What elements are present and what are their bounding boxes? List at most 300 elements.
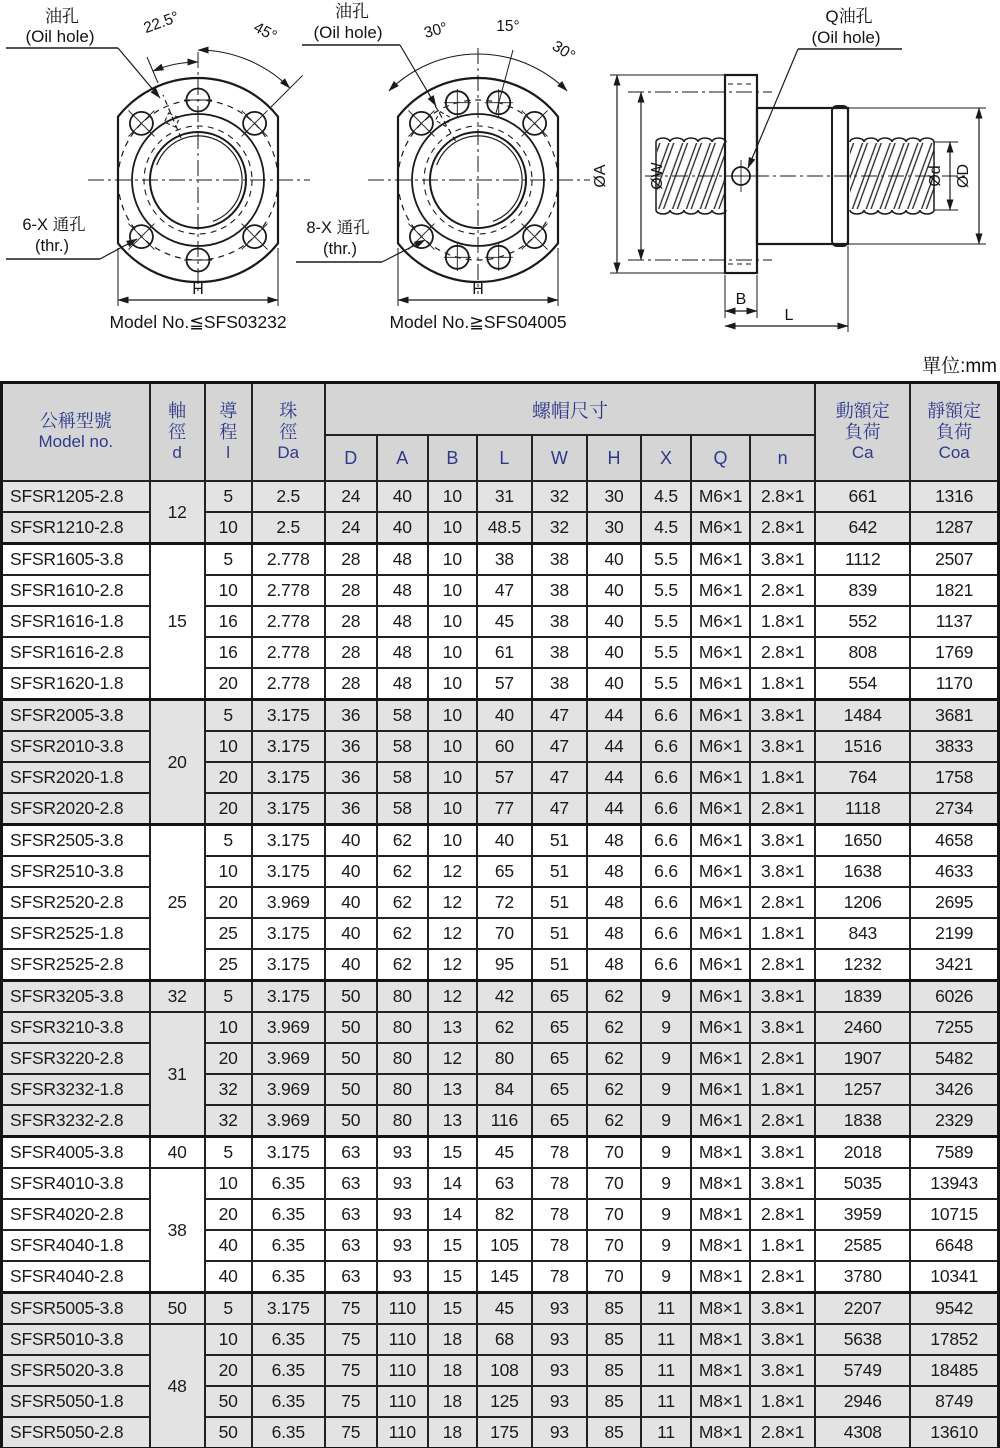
value-cell: 62 xyxy=(377,856,428,887)
value-cell: 16 xyxy=(205,606,252,637)
value-cell: 6.6 xyxy=(641,949,691,981)
value-cell: 1206 xyxy=(815,887,910,918)
value-cell: 2.778 xyxy=(252,575,325,606)
value-cell: 10 xyxy=(428,668,477,700)
value-cell: 48 xyxy=(587,949,641,981)
value-cell: 58 xyxy=(377,762,428,793)
value-cell: M6×1 xyxy=(691,512,750,544)
value-cell: 110 xyxy=(377,1293,428,1325)
value-cell: 2.5 xyxy=(252,481,325,512)
value-cell: 1112 xyxy=(815,544,910,576)
value-cell: 28 xyxy=(325,575,377,606)
value-cell: 10 xyxy=(205,1324,252,1355)
value-cell: 2018 xyxy=(815,1137,910,1169)
value-cell: 1769 xyxy=(910,637,998,668)
oil-hole-label-8-en: (Oil hole) xyxy=(313,23,383,42)
value-cell: 2.8×1 xyxy=(750,1417,815,1448)
table-row xyxy=(2,1293,999,1325)
model-cell: SFSR3232-2.8 xyxy=(2,1105,150,1137)
value-cell: 9 xyxy=(641,1137,691,1169)
value-cell: 3426 xyxy=(910,1074,998,1105)
value-cell: 7589 xyxy=(910,1137,998,1169)
value-cell: 13 xyxy=(428,1105,477,1137)
value-cell: 70 xyxy=(587,1261,641,1293)
value-cell: 84 xyxy=(477,1074,532,1105)
value-cell: 47 xyxy=(532,793,587,825)
value-cell: M6×1 xyxy=(691,949,750,981)
value-cell: 1.8×1 xyxy=(750,762,815,793)
value-cell: 70 xyxy=(587,1137,641,1169)
value-cell: 85 xyxy=(587,1386,641,1417)
value-cell: 5 xyxy=(205,544,252,576)
h-dim-label: H xyxy=(192,281,204,298)
value-cell: 62 xyxy=(587,1074,641,1105)
value-cell: 2329 xyxy=(910,1105,998,1137)
model-cell: SFSR2020-2.8 xyxy=(2,793,150,825)
value-cell: 48 xyxy=(587,856,641,887)
dim-label-b: B xyxy=(735,291,747,308)
value-cell: 6.6 xyxy=(641,731,691,762)
value-cell: 2.8×1 xyxy=(750,1043,815,1074)
value-cell: 2.8×1 xyxy=(750,1261,815,1293)
d-cell: 31 xyxy=(150,1012,205,1137)
value-cell: 9 xyxy=(641,1199,691,1230)
value-cell: 50 xyxy=(325,1043,377,1074)
value-cell: 48 xyxy=(587,918,641,949)
value-cell: 6648 xyxy=(910,1230,998,1261)
value-cell: M8×1 xyxy=(691,1230,750,1261)
value-cell: 10 xyxy=(428,481,477,512)
value-cell: 13 xyxy=(428,1074,477,1105)
value-cell: 5638 xyxy=(815,1324,910,1355)
col-header-B: B xyxy=(428,435,477,481)
value-cell: 62 xyxy=(377,825,428,857)
value-cell: 9 xyxy=(641,1043,691,1074)
value-cell: 2.778 xyxy=(252,637,325,668)
flange6-caption: Model No.≦SFS03232 xyxy=(109,312,287,332)
value-cell: 3.8×1 xyxy=(750,1012,815,1043)
value-cell: 5 xyxy=(205,825,252,857)
value-cell: M8×1 xyxy=(691,1386,750,1417)
value-cell: 40 xyxy=(587,668,641,700)
value-cell: M6×1 xyxy=(691,887,750,918)
value-cell: 3.175 xyxy=(252,825,325,857)
value-cell: 75 xyxy=(325,1324,377,1355)
value-cell: 5 xyxy=(205,1293,252,1325)
value-cell: 10 xyxy=(428,575,477,606)
value-cell: 65 xyxy=(532,1043,587,1074)
value-cell: 20 xyxy=(205,793,252,825)
value-cell: M6×1 xyxy=(691,981,750,1013)
value-cell: 110 xyxy=(377,1386,428,1417)
value-cell: M6×1 xyxy=(691,918,750,949)
model-cell: SFSR2520-2.8 xyxy=(2,887,150,918)
value-cell: 2199 xyxy=(910,918,998,949)
value-cell: 44 xyxy=(587,731,641,762)
value-cell: 80 xyxy=(477,1043,532,1074)
value-cell: 36 xyxy=(325,731,377,762)
value-cell: 28 xyxy=(325,668,377,700)
value-cell: 48 xyxy=(377,606,428,637)
value-cell: 4.5 xyxy=(641,512,691,544)
value-cell: 50 xyxy=(325,1105,377,1137)
value-cell: 3.8×1 xyxy=(750,856,815,887)
value-cell: 40 xyxy=(325,887,377,918)
value-cell: M6×1 xyxy=(691,544,750,576)
value-cell: 47 xyxy=(532,731,587,762)
q-oil-hole-label-en: (Oil hole) xyxy=(811,28,881,47)
value-cell: 93 xyxy=(377,1261,428,1293)
value-cell: 5482 xyxy=(910,1043,998,1074)
value-cell: 48 xyxy=(377,637,428,668)
value-cell: 36 xyxy=(325,762,377,793)
value-cell: 80 xyxy=(377,1043,428,1074)
value-cell: 75 xyxy=(325,1355,377,1386)
value-cell: 12 xyxy=(428,918,477,949)
value-cell: 3421 xyxy=(910,949,998,981)
value-cell: M8×1 xyxy=(691,1261,750,1293)
model-cell: SFSR1616-1.8 xyxy=(2,606,150,637)
value-cell: 6.6 xyxy=(641,762,691,793)
value-cell: 70 xyxy=(587,1199,641,1230)
value-cell: 80 xyxy=(377,981,428,1013)
flange-6hole-drawing xyxy=(6,7,310,332)
value-cell: 63 xyxy=(325,1230,377,1261)
model-cell: SFSR1610-2.8 xyxy=(2,575,150,606)
value-cell: 14 xyxy=(428,1199,477,1230)
value-cell: 1.8×1 xyxy=(750,606,815,637)
value-cell: 32 xyxy=(532,512,587,544)
model-cell: SFSR4020-2.8 xyxy=(2,1199,150,1230)
value-cell: 10715 xyxy=(910,1199,998,1230)
value-cell: 1907 xyxy=(815,1043,910,1074)
value-cell: 10 xyxy=(428,700,477,732)
value-cell: 11 xyxy=(641,1417,691,1448)
value-cell: 554 xyxy=(815,668,910,700)
value-cell: 9 xyxy=(641,1012,691,1043)
value-cell: 77 xyxy=(477,793,532,825)
value-cell: 2.8×1 xyxy=(750,949,815,981)
oil-hole-label-8: 油孔 xyxy=(335,2,369,21)
value-cell: 20 xyxy=(205,887,252,918)
value-cell: 10 xyxy=(428,637,477,668)
model-cell: SFSR4040-2.8 xyxy=(2,1261,150,1293)
value-cell: 1516 xyxy=(815,731,910,762)
col-header-A: A xyxy=(377,435,428,481)
value-cell: M6×1 xyxy=(691,700,750,732)
value-cell: 51 xyxy=(532,825,587,857)
value-cell: 62 xyxy=(587,1012,641,1043)
value-cell: 40 xyxy=(477,700,532,732)
value-cell: 62 xyxy=(377,887,428,918)
value-cell: 62 xyxy=(587,1105,641,1137)
angle-label-30-left: 30° xyxy=(422,19,450,42)
value-cell: 18485 xyxy=(910,1355,998,1386)
table-row xyxy=(2,481,999,512)
value-cell: 5.5 xyxy=(641,637,691,668)
value-cell: M8×1 xyxy=(691,1199,750,1230)
value-cell: 9 xyxy=(641,1074,691,1105)
value-cell: 3.175 xyxy=(252,918,325,949)
table-row xyxy=(2,825,999,857)
value-cell: 3.969 xyxy=(252,1074,325,1105)
value-cell: 2.778 xyxy=(252,606,325,637)
d-cell: 32 xyxy=(150,981,205,1013)
angle-label-30-right: 30° xyxy=(548,37,578,65)
value-cell: 50 xyxy=(325,1074,377,1105)
model-cell: SFSR1616-2.8 xyxy=(2,637,150,668)
value-cell: 2.8×1 xyxy=(750,575,815,606)
value-cell: 3.175 xyxy=(252,981,325,1013)
value-cell: 40 xyxy=(377,481,428,512)
value-cell: 17852 xyxy=(910,1324,998,1355)
value-cell: 36 xyxy=(325,793,377,825)
value-cell: 3.8×1 xyxy=(750,544,815,576)
value-cell: 3.8×1 xyxy=(750,700,815,732)
value-cell: M8×1 xyxy=(691,1324,750,1355)
value-cell: 85 xyxy=(587,1293,641,1325)
value-cell: 1287 xyxy=(910,512,998,544)
value-cell: 3.175 xyxy=(252,793,325,825)
value-cell: 6.6 xyxy=(641,856,691,887)
value-cell: 70 xyxy=(587,1168,641,1199)
value-cell: 764 xyxy=(815,762,910,793)
value-cell: 9 xyxy=(641,1230,691,1261)
value-cell: 3.175 xyxy=(252,1137,325,1169)
value-cell: 47 xyxy=(477,575,532,606)
value-cell: 9 xyxy=(641,1261,691,1293)
value-cell: 93 xyxy=(377,1137,428,1169)
value-cell: 3833 xyxy=(910,731,998,762)
value-cell: 48.5 xyxy=(477,512,532,544)
value-cell: 10 xyxy=(428,731,477,762)
value-cell: 3681 xyxy=(910,700,998,732)
value-cell: 9 xyxy=(641,1168,691,1199)
value-cell: 5.5 xyxy=(641,668,691,700)
value-cell: 36 xyxy=(325,700,377,732)
value-cell: 62 xyxy=(477,1012,532,1043)
through-holes-label-8-en: (thr.) xyxy=(323,240,357,258)
value-cell: 47 xyxy=(532,700,587,732)
through-holes-label-8: 8-X 通孔 xyxy=(306,219,370,237)
model-cell: SFSR2525-2.8 xyxy=(2,949,150,981)
value-cell: 6.6 xyxy=(641,700,691,732)
value-cell: 25 xyxy=(205,949,252,981)
value-cell: 839 xyxy=(815,575,910,606)
value-cell: M6×1 xyxy=(691,668,750,700)
value-cell: 62 xyxy=(377,918,428,949)
d-cell: 12 xyxy=(150,481,205,544)
value-cell: 10 xyxy=(205,512,252,544)
h-dim-label-8: H xyxy=(472,281,484,298)
model-cell: SFSR4005-3.8 xyxy=(2,1137,150,1169)
value-cell: 7255 xyxy=(910,1012,998,1043)
value-cell: 51 xyxy=(532,856,587,887)
model-cell: SFSR5050-2.8 xyxy=(2,1417,150,1448)
value-cell: 1.8×1 xyxy=(750,918,815,949)
value-cell: 40 xyxy=(325,949,377,981)
value-cell: 61 xyxy=(477,637,532,668)
value-cell: 78 xyxy=(532,1261,587,1293)
value-cell: 85 xyxy=(587,1324,641,1355)
value-cell: M6×1 xyxy=(691,637,750,668)
value-cell: 44 xyxy=(587,793,641,825)
value-cell: 93 xyxy=(532,1417,587,1448)
value-cell: M8×1 xyxy=(691,1355,750,1386)
table-row xyxy=(2,1168,999,1199)
value-cell: 20 xyxy=(205,1355,252,1386)
value-cell: 13 xyxy=(428,1012,477,1043)
value-cell: 2.5 xyxy=(252,512,325,544)
value-cell: 93 xyxy=(532,1324,587,1355)
value-cell: 10 xyxy=(428,825,477,857)
col-header-L: L xyxy=(477,435,532,481)
value-cell: 93 xyxy=(377,1168,428,1199)
value-cell: 10 xyxy=(205,1168,252,1199)
model-cell: SFSR1605-3.8 xyxy=(2,544,150,576)
value-cell: 145 xyxy=(477,1261,532,1293)
dim-label-od-big: ØD xyxy=(955,164,972,188)
value-cell: 95 xyxy=(477,949,532,981)
col-header-n: n xyxy=(750,435,815,481)
value-cell: 5 xyxy=(205,981,252,1013)
value-cell: 18 xyxy=(428,1324,477,1355)
value-cell: 65 xyxy=(477,856,532,887)
value-cell: 38 xyxy=(532,544,587,576)
value-cell: 80 xyxy=(377,1074,428,1105)
model-cell: SFSR2020-1.8 xyxy=(2,762,150,793)
value-cell: 1.8×1 xyxy=(750,668,815,700)
value-cell: M6×1 xyxy=(691,762,750,793)
value-cell: 3.969 xyxy=(252,1043,325,1074)
value-cell: 58 xyxy=(377,731,428,762)
value-cell: 93 xyxy=(532,1355,587,1386)
value-cell: 20 xyxy=(205,668,252,700)
value-cell: 38 xyxy=(532,668,587,700)
value-cell: 6.6 xyxy=(641,887,691,918)
value-cell: 65 xyxy=(532,1105,587,1137)
model-cell: SFSR5050-1.8 xyxy=(2,1386,150,1417)
model-cell: SFSR5005-3.8 xyxy=(2,1293,150,1325)
value-cell: 30 xyxy=(587,512,641,544)
model-cell: SFSR2525-1.8 xyxy=(2,918,150,949)
value-cell: 5.5 xyxy=(641,575,691,606)
value-cell: 1137 xyxy=(910,606,998,637)
value-cell: 78 xyxy=(532,1137,587,1169)
value-cell: 80 xyxy=(377,1012,428,1043)
value-cell: 1118 xyxy=(815,793,910,825)
value-cell: M6×1 xyxy=(691,1012,750,1043)
value-cell: 6026 xyxy=(910,981,998,1013)
value-cell: M6×1 xyxy=(691,1105,750,1137)
value-cell: 2585 xyxy=(815,1230,910,1261)
value-cell: 40 xyxy=(325,856,377,887)
value-cell: 1316 xyxy=(910,481,998,512)
value-cell: 12 xyxy=(428,981,477,1013)
dim-label-oa: ØA xyxy=(592,164,609,188)
value-cell: 10341 xyxy=(910,1261,998,1293)
value-cell: 3.175 xyxy=(252,762,325,793)
value-cell: 5.5 xyxy=(641,544,691,576)
value-cell: 68 xyxy=(477,1324,532,1355)
value-cell: 110 xyxy=(377,1417,428,1448)
value-cell: 20 xyxy=(205,1043,252,1074)
value-cell: 25 xyxy=(205,918,252,949)
value-cell: 1650 xyxy=(815,825,910,857)
value-cell: 1638 xyxy=(815,856,910,887)
col-header-static-load: 靜額定 負荷 Coa xyxy=(910,383,998,482)
model-cell: SFSR2505-3.8 xyxy=(2,825,150,857)
value-cell: 72 xyxy=(477,887,532,918)
model-cell: SFSR3220-2.8 xyxy=(2,1043,150,1074)
value-cell: 40 xyxy=(587,575,641,606)
model-cell: SFSR4040-1.8 xyxy=(2,1230,150,1261)
value-cell: 65 xyxy=(532,1012,587,1043)
flange-8hole-drawing xyxy=(296,2,590,332)
value-cell: 3.8×1 xyxy=(750,1293,815,1325)
value-cell: 63 xyxy=(325,1137,377,1169)
value-cell: 10 xyxy=(205,1012,252,1043)
col-header-lead: 導 程 l xyxy=(205,383,252,482)
value-cell: 10 xyxy=(428,544,477,576)
side-view-drawing xyxy=(592,7,986,332)
value-cell: 1170 xyxy=(910,668,998,700)
value-cell: 28 xyxy=(325,637,377,668)
value-cell: 40 xyxy=(587,544,641,576)
model-cell: SFSR4010-3.8 xyxy=(2,1168,150,1199)
d-cell: 15 xyxy=(150,544,205,700)
d-cell: 25 xyxy=(150,825,205,981)
value-cell: 843 xyxy=(815,918,910,949)
value-cell: 85 xyxy=(587,1355,641,1386)
value-cell: 3.175 xyxy=(252,949,325,981)
dim-label-od-small: Ød xyxy=(927,165,944,187)
d-cell: 20 xyxy=(150,700,205,825)
value-cell: 5 xyxy=(205,1137,252,1169)
col-header-Q: Q xyxy=(691,435,750,481)
value-cell: 1.8×1 xyxy=(750,1386,815,1417)
value-cell: 24 xyxy=(325,481,377,512)
value-cell: 2.8×1 xyxy=(750,1199,815,1230)
value-cell: 10 xyxy=(428,606,477,637)
value-cell: 65 xyxy=(532,1074,587,1105)
value-cell: 2734 xyxy=(910,793,998,825)
value-cell: 6.6 xyxy=(641,918,691,949)
value-cell: 48 xyxy=(587,887,641,918)
value-cell: 40 xyxy=(477,825,532,857)
value-cell: 75 xyxy=(325,1386,377,1417)
table-row xyxy=(2,981,999,1013)
value-cell: 1484 xyxy=(815,700,910,732)
technical-drawings xyxy=(0,0,1000,352)
value-cell: 63 xyxy=(325,1168,377,1199)
value-cell: 65 xyxy=(532,981,587,1013)
col-header-shaft-d: 軸 徑 d xyxy=(150,383,205,482)
value-cell: 6.35 xyxy=(252,1199,325,1230)
value-cell: 40 xyxy=(325,825,377,857)
value-cell: 24 xyxy=(325,512,377,544)
value-cell: M6×1 xyxy=(691,575,750,606)
angle-label-15: 15° xyxy=(496,18,520,35)
value-cell: 70 xyxy=(477,918,532,949)
through-holes-label-en: (thr.) xyxy=(35,237,69,255)
value-cell: 32 xyxy=(205,1105,252,1137)
through-holes-label: 6-X 通孔 xyxy=(22,216,86,234)
table-row xyxy=(2,544,999,576)
value-cell: 20 xyxy=(205,1199,252,1230)
dim-label-ow: ØW xyxy=(649,162,666,190)
value-cell: 18 xyxy=(428,1386,477,1417)
